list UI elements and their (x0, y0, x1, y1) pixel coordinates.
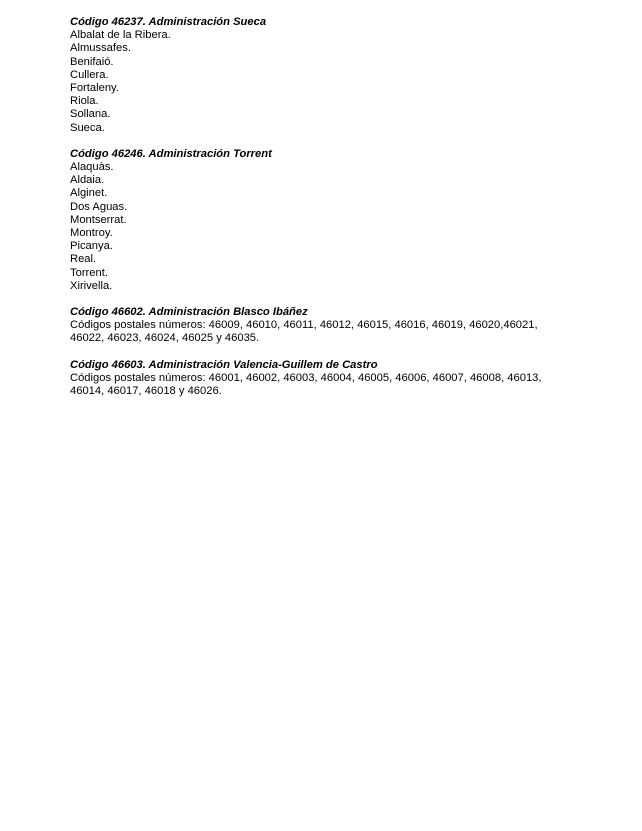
municipality-list (70, 161, 570, 293)
list-item: Benifaió. (70, 55, 114, 68)
list-item: Montroy. (70, 227, 113, 240)
list-item: Aldaia. (70, 174, 105, 187)
list-item: Albalat de la Ribera. (70, 29, 171, 42)
postal-codes-line: Códigos postales números: 46001, 46002, 46003, 46004, 46005, 46006, 46007, 46008, 46013, (70, 371, 542, 384)
postal-codes-line: 46022, 46023, 46024, 46025 y 46035. (70, 332, 260, 345)
section-heading: Código 46602. Administración Blasco Ibáñez (70, 306, 308, 319)
section-guillem-de-castro (70, 359, 570, 399)
list-item: Almussafes. (70, 42, 131, 55)
document-body (70, 16, 570, 411)
list-item: Alginet. (70, 187, 108, 200)
section-blasco-ibanez (70, 306, 570, 346)
list-item: Cullera. (70, 68, 109, 81)
section-sueca (70, 16, 570, 135)
municipality-list (70, 29, 570, 135)
list-item: Fortaleny. (70, 82, 119, 95)
list-item: Montserrat. (70, 213, 127, 226)
list-item: Sueca. (70, 121, 105, 134)
list-item: Xirivella. (70, 279, 113, 292)
list-item: Alaquàs. (70, 161, 114, 174)
postal-codes-line: 46014, 46017, 46018 y 46026. (70, 385, 222, 398)
list-item: Dos Aguas. (70, 200, 128, 213)
section-heading: Código 46603. Administración Valencia-Guillem de Castro (70, 358, 378, 371)
section-heading: Código 46246. Administración Torrent (70, 147, 272, 160)
list-item: Torrent. (70, 266, 108, 279)
section-torrent (70, 148, 570, 293)
list-item: Sollana. (70, 108, 111, 121)
postal-codes-line: Códigos postales números: 46009, 46010, 46011, 46012, 46015, 46016, 46019, 46020,46021, (70, 319, 538, 332)
list-item: Picanya. (70, 240, 113, 253)
list-item: Riola. (70, 95, 99, 108)
list-item: Real. (70, 253, 97, 266)
section-heading: Código 46237. Administración Sueca (70, 16, 267, 28)
